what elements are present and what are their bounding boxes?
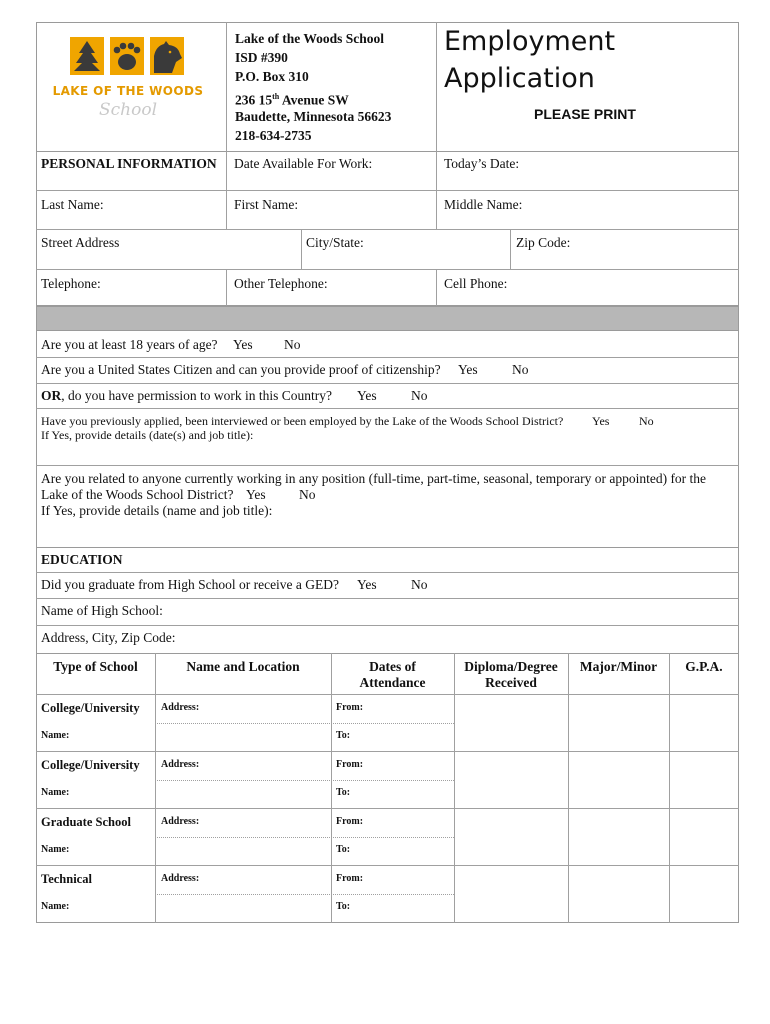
divider [36,625,739,626]
to-field[interactable]: To: [336,787,351,798]
header-gpa: G.P.A. [685,659,723,674]
school-type-3: Graduate School [41,815,131,829]
school-street: 236 15th Avenue SW [235,92,349,108]
divider [36,808,739,809]
date-available-field[interactable]: Date Available For Work: [234,156,373,171]
city-state-field[interactable]: City/State: [306,235,364,250]
divider [155,837,454,838]
from-field[interactable]: From: [336,759,364,770]
name-field[interactable]: Name: [41,730,70,741]
divider [155,723,454,724]
age-yes-option[interactable]: Yes [233,337,253,352]
school-phone: 218-634-2735 [235,128,312,143]
divider [226,269,227,306]
divider [36,229,739,230]
divider [226,151,227,190]
applied-question: Have you previously applied, been interviewed or been employed by the Lake of the Woods School District? [41,414,564,428]
from-field[interactable]: From: [336,873,364,884]
header-name-location: Name and Location [186,659,300,674]
divider [36,357,739,358]
telephone-field[interactable]: Telephone: [41,276,101,291]
please-print: PLEASE PRINT [534,106,636,122]
divider [436,151,437,190]
divider [36,465,739,466]
divider [36,269,739,270]
name-field[interactable]: Name: [41,901,70,912]
address-field[interactable]: Address: [161,816,200,827]
applied-details-field[interactable]: If Yes, provide details (date(s) and job title): [41,428,254,442]
age-question: Are you at least 18 years of age? [41,337,218,352]
pine-tree-icon [70,37,104,75]
to-field[interactable]: To: [336,730,351,741]
applied-no-option[interactable]: No [639,414,654,428]
todays-date-field[interactable]: Today’s Date: [444,156,520,171]
divider [436,269,437,306]
citizen-question: Are you a United States Citizen and can you provide proof of citizenship? [41,362,441,377]
education-section-title: EDUCATION [41,552,123,567]
from-field[interactable]: From: [336,702,364,713]
divider [36,190,739,191]
name-field[interactable]: Name: [41,844,70,855]
header-type-of-school: Type of School [53,659,138,674]
school-type-1: College/University [41,701,140,715]
related-details-field[interactable]: If Yes, provide details (name and job title): [41,503,273,518]
divider [36,408,739,409]
from-field[interactable]: From: [336,816,364,827]
high-school-address-field[interactable]: Address, City, Zip Code: [41,630,176,645]
school-logo [48,34,218,134]
permission-no-option[interactable]: No [411,388,428,403]
school-type-4: Technical [41,872,92,886]
divider [301,229,302,269]
other-telephone-field[interactable]: Other Telephone: [234,276,328,291]
divider [36,751,739,752]
divider [436,190,437,229]
paw-print-icon [110,37,144,75]
divider [36,598,739,599]
divider [226,190,227,229]
header-dates-line-1: Dates of [369,659,416,674]
header-diploma-line-1: Diploma/Degree [464,659,558,674]
title-line-1: Employment [444,26,616,57]
first-name-field[interactable]: First Name: [234,197,299,212]
name-field[interactable]: Name: [41,787,70,798]
citizen-no-option[interactable]: No [512,362,529,377]
applied-yes-option[interactable]: Yes [592,414,610,428]
bear-head-icon [150,37,184,75]
zip-code-field[interactable]: Zip Code: [516,235,571,250]
divider [155,780,454,781]
graduate-no-option[interactable]: No [411,577,428,592]
to-field[interactable]: To: [336,844,351,855]
address-field[interactable]: Address: [161,702,200,713]
graduate-yes-option[interactable]: Yes [357,577,377,592]
high-school-name-field[interactable]: Name of High School: [41,603,163,618]
divider [36,694,739,695]
divider [510,229,511,269]
related-yes-option[interactable]: Yes [246,487,266,502]
header-dates-line-2: Attendance [359,675,426,690]
school-city: Baudette, Minnesota 56623 [235,109,392,124]
divider [155,894,454,895]
permission-yes-option[interactable]: Yes [357,388,377,403]
school-type-2: College/University [41,758,140,772]
school-isd: ISD #390 [235,50,288,65]
permission-question: OR, do you have permission to work in this Country? [41,388,332,403]
address-field[interactable]: Address: [161,759,200,770]
graduate-question: Did you graduate from High School or receive a GED? [41,577,340,592]
cell-phone-field[interactable]: Cell Phone: [444,276,508,291]
middle-name-field[interactable]: Middle Name: [444,197,523,212]
divider [226,22,227,152]
address-field[interactable]: Address: [161,873,200,884]
citizen-yes-option[interactable]: Yes [458,362,478,377]
header-major-minor: Major/Minor [579,659,658,674]
related-no-option[interactable]: No [299,487,316,502]
title-line-2: Application [444,63,595,94]
divider [436,22,437,152]
related-question-line-1: Are you related to anyone currently working in any position (full-time, part-time, seasonal, temporary or appointed) for the [41,471,707,486]
street-address-field[interactable]: Street Address [41,235,120,250]
personal-section-title: PERSONAL INFORMATION [41,156,217,171]
section-band [36,306,739,331]
school-name: Lake of the Woods School [235,31,385,46]
last-name-field[interactable]: Last Name: [41,197,104,212]
to-field[interactable]: To: [336,901,351,912]
divider [36,572,739,573]
divider [36,865,739,866]
logo-brand-top: LAKE OF THE WOODS [52,84,204,98]
related-question-line-2: Lake of the Woods School District? [41,487,234,502]
divider [36,383,739,384]
school-box: P.O. Box 310 [235,69,309,84]
logo-brand-script: School [98,100,158,120]
header-diploma-line-2: Received [485,675,537,690]
age-no-option[interactable]: No [284,337,301,352]
